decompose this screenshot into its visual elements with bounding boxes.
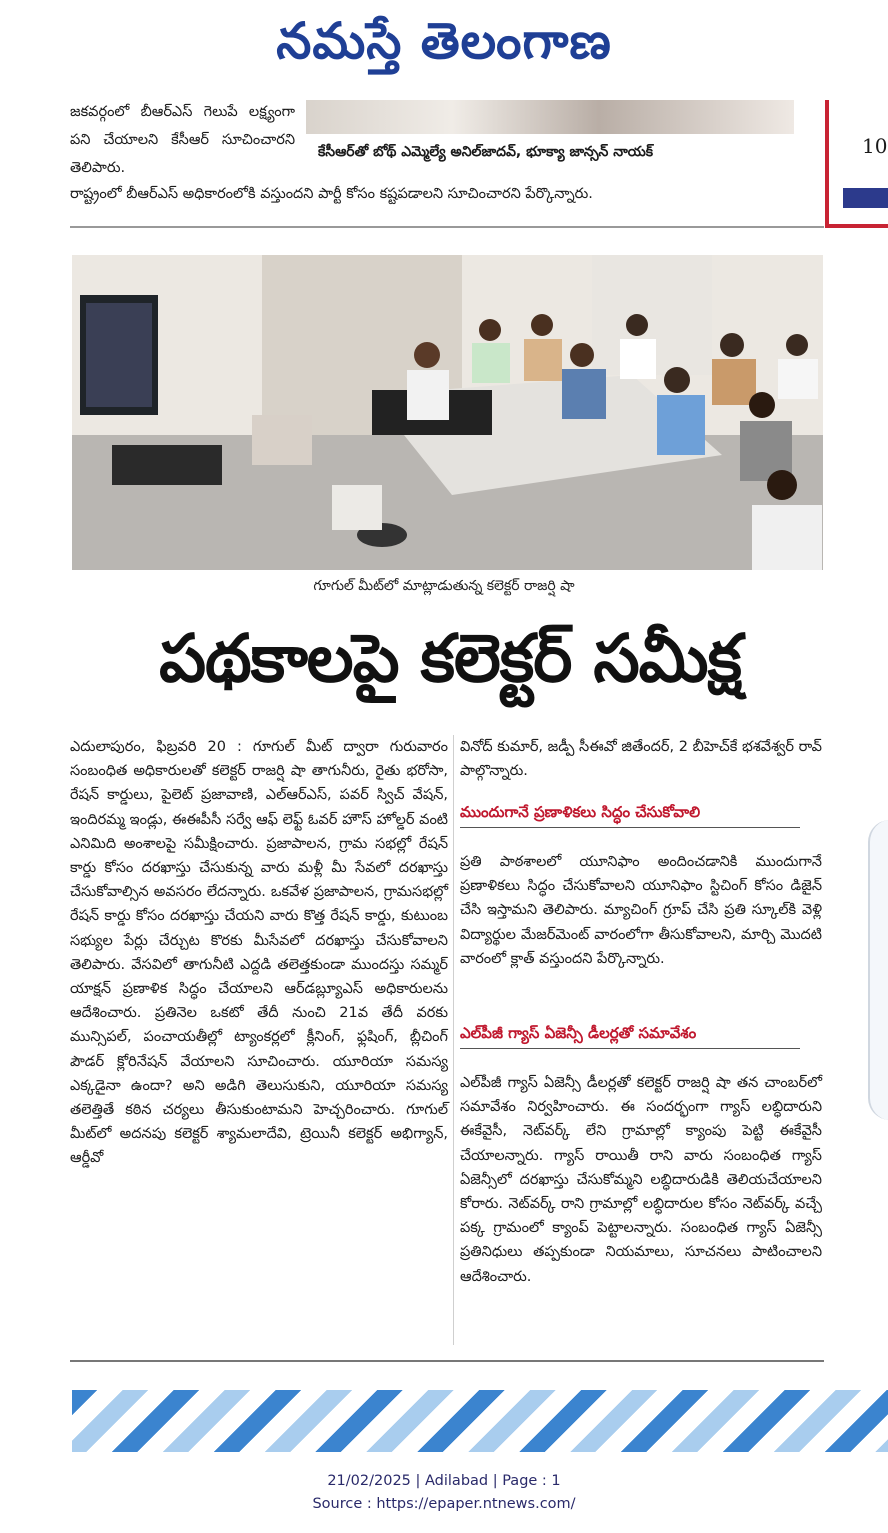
footer-date-edition: 21/02/2025 | Adilabad | Page : 1: [327, 1473, 561, 1489]
previous-story-closing-line: రాష్ట్రంలో బీఆర్ఎస్ అధికారంలోకి వస్తుందని పార్టీ కోసం కష్టపడాలని సూచించారని పేర్కొన్నారు.: [70, 186, 593, 202]
section-rule-top: [70, 226, 824, 228]
article-right-column-intro: వినోద్ కుమార్, జడ్పీ సీఈవో జితేందర్, 2 బీహెచ్‌కే భశవేశ్వర్ రావ్ పాల్గొన్నారు.: [460, 739, 822, 780]
side-panel-number: 10: [862, 134, 888, 158]
side-panel-bar: [843, 188, 888, 208]
subhead-uniform-plans: ముందుగానే ప్రణాళికలు సిద్ధం చేసుకోవాలి: [460, 799, 800, 828]
adjacent-graphic-edge: [868, 820, 888, 1120]
footer-source: Source : https://epaper.ntnews.com/: [312, 1496, 576, 1512]
previous-story-text: జకవర్గంలో బీఆర్ఎస్ గెలుపే లక్ష్యంగా పని చేయాలని కేసీఆర్ సూచించారని తెలిపారు.: [70, 104, 295, 176]
article-left-column: ఎదులాపురం, ఫిబ్రవరి 20 : గూగుల్ మీట్ ద్వారా గురువారం సంబంధిత అధికారులతో కలెక్టర్ రాజర్షి షా తాగునీరు, రైతు భరోసా, రేషన్ కార్డులు, పైలెట్ ప్రజావాణి, ఎల్ఆర్ఎస్, పవర్ స్విచ్ వేషన్, ఇందిరమ్మ ఇండ్లు, ఈఈపీసీ సర్వే ఆఫ్ లెఫ్ట్ ఓవర్ హౌస్ హోల్డర్ వంటి ఎనిమిది అంశాలపై సమీక్షించారు. ప్రజాపాలన, గ్రామ సభల్లో రేషన్ కార్డు కోసం దరఖాస్తు చేసుకున్న వారు మళ్లీ మీ సేవలో దరఖాస్తు చేసుకోవాల్సిన అవసరం లేదన్నారు. ఒకవేళ ప్రజాపాలన, గ్రామసభల్లో రేషన్ కార్డు కోసం దరఖాస్తు చేయని వారు కొత్త రేషన్ కార్డు, కుటుంబ సభ్యుల పేర్లు చేర్చుట కొరకు మీసేవలో దరఖాస్తు చేసుకోవాలని తెలిపారు. వేసవిలో తాగునీటి ఎద్దడి తలెత్తకుండా ముందస్తు సమ్మర్ యాక్షన్ ప్రణాళిక సిద్ధం చేయాలని ఆర్‌డబ్ల్యూఎస్ అధికారులను ఆదేశించారు. ప్రతినెల ఒకటో తేదీ నుంచి 21వ తేదీ వరకు మున్సిపల్, పంచాయతీల్లో ట్యాంకర్లలో క్లీనింగ్, ఫ్లషింగ్, బ్లీచింగ్ పౌడర్ క్లోరినేషన్ వేయాలని సూచించారు. యూరియా సమస్య ఎక్కడైనా ఉందా? అని అడిగి తెలుసుకుని, యూరియా సమస్య తలెత్తితే కఠిన చర్యలు తీసుకుంటామని హెచ్చరించారు. గూగుల్ మీట్‌లో అదనపు కలెక్టర్ శ్యామలాదేవి, ట్రెయినీ కలెక్టర్ అభిగ్యాన్, ఆర్డీవో: [70, 739, 449, 1167]
photo-caption: గూగుల్ మీట్‌లో మాట్లాడుతున్న కలెక్టర్ రాజర్షి షా: [313, 578, 575, 594]
side-panel: [825, 100, 888, 228]
section-rule-bottom: [70, 1360, 824, 1362]
masthead-title: నమస్తే తెలంగాణ: [276, 11, 612, 70]
article-right-column-uniform: ప్రతి పాఠశాలలో యూనిఫాం అందించడానికి ముందుగానే ప్రణాళికలు సిద్ధం చేసుకోవాలని యూనిఫాం స్టిచింగ్ కోసం డిజైన్ చేసి ఇస్తామని తెలిపారు. మ్యాచింగ్ గ్రూప్ చేసి ప్రతి స్కూల్‌కి వెళ్లి విద్యార్థుల మేజర్‌మెంట్ వారంలోగా తీసుకోవాలని, మార్చి మొదటి వారంలో క్లాత్ వస్తుందని పేర్కొన్నారు.: [460, 854, 822, 967]
headline: పథకాలపై కలెక్టర్ సమీక్ష: [159, 620, 741, 697]
article-right-column-lpg: ఎల్‌పీజీ గ్యాస్ ఏజెన్సీ డీలర్లతో కలెక్టర్ రాజర్షి షా తన చాంబర్‌లో సమావేశం నిర్వహించారు. ఈ సందర్భంగా గ్యాస్ లబ్ధిదారుని ఈకేవైసీ, నెట్‌వర్క్ లేని గ్రామాల్లో క్యాంపు పెట్టి ఈకేవైసీ చేయాలన్నారు. గ్యాస్ రాయితీ రాని వారు సంబంధిత గ్యాస్ ఏజెన్సీలో దరఖాస్తు చేసుకోమ్మని లబ్ధిదారుడికి తెలియచేయాలని కోరారు. నెట్‌వర్క్ రాని గ్రామాల్లో లబ్ధిదారుల కోసం నెట్‌వర్క్ వచ్చే పక్క గ్రామంలో క్యాంప్ పెట్టాలన్నారు. సంబంధిత గ్యాస్ ఏజెన్సీ ప్రతినిధులు తప్పకుండా నియమాలు, సూచనలు పాటించాలని ఆదేశించారు.: [460, 1075, 822, 1285]
previous-story-photo: [306, 100, 794, 134]
meeting-photo: [72, 255, 823, 570]
previous-story-caption: కేసీఆర్‌తో బోథ్ ఎమ్మెల్యే అనిల్‌జాదవ్, భూక్యా జాన్సన్ నాయక్: [318, 144, 654, 160]
advertisement-strip: [72, 1390, 888, 1452]
column-divider: [453, 735, 454, 1345]
subhead-lpg-meeting: ఎల్‌పీజీ గ్యాస్ ఏజెన్సీ డీలర్లతో సమావేశం: [460, 1020, 800, 1049]
